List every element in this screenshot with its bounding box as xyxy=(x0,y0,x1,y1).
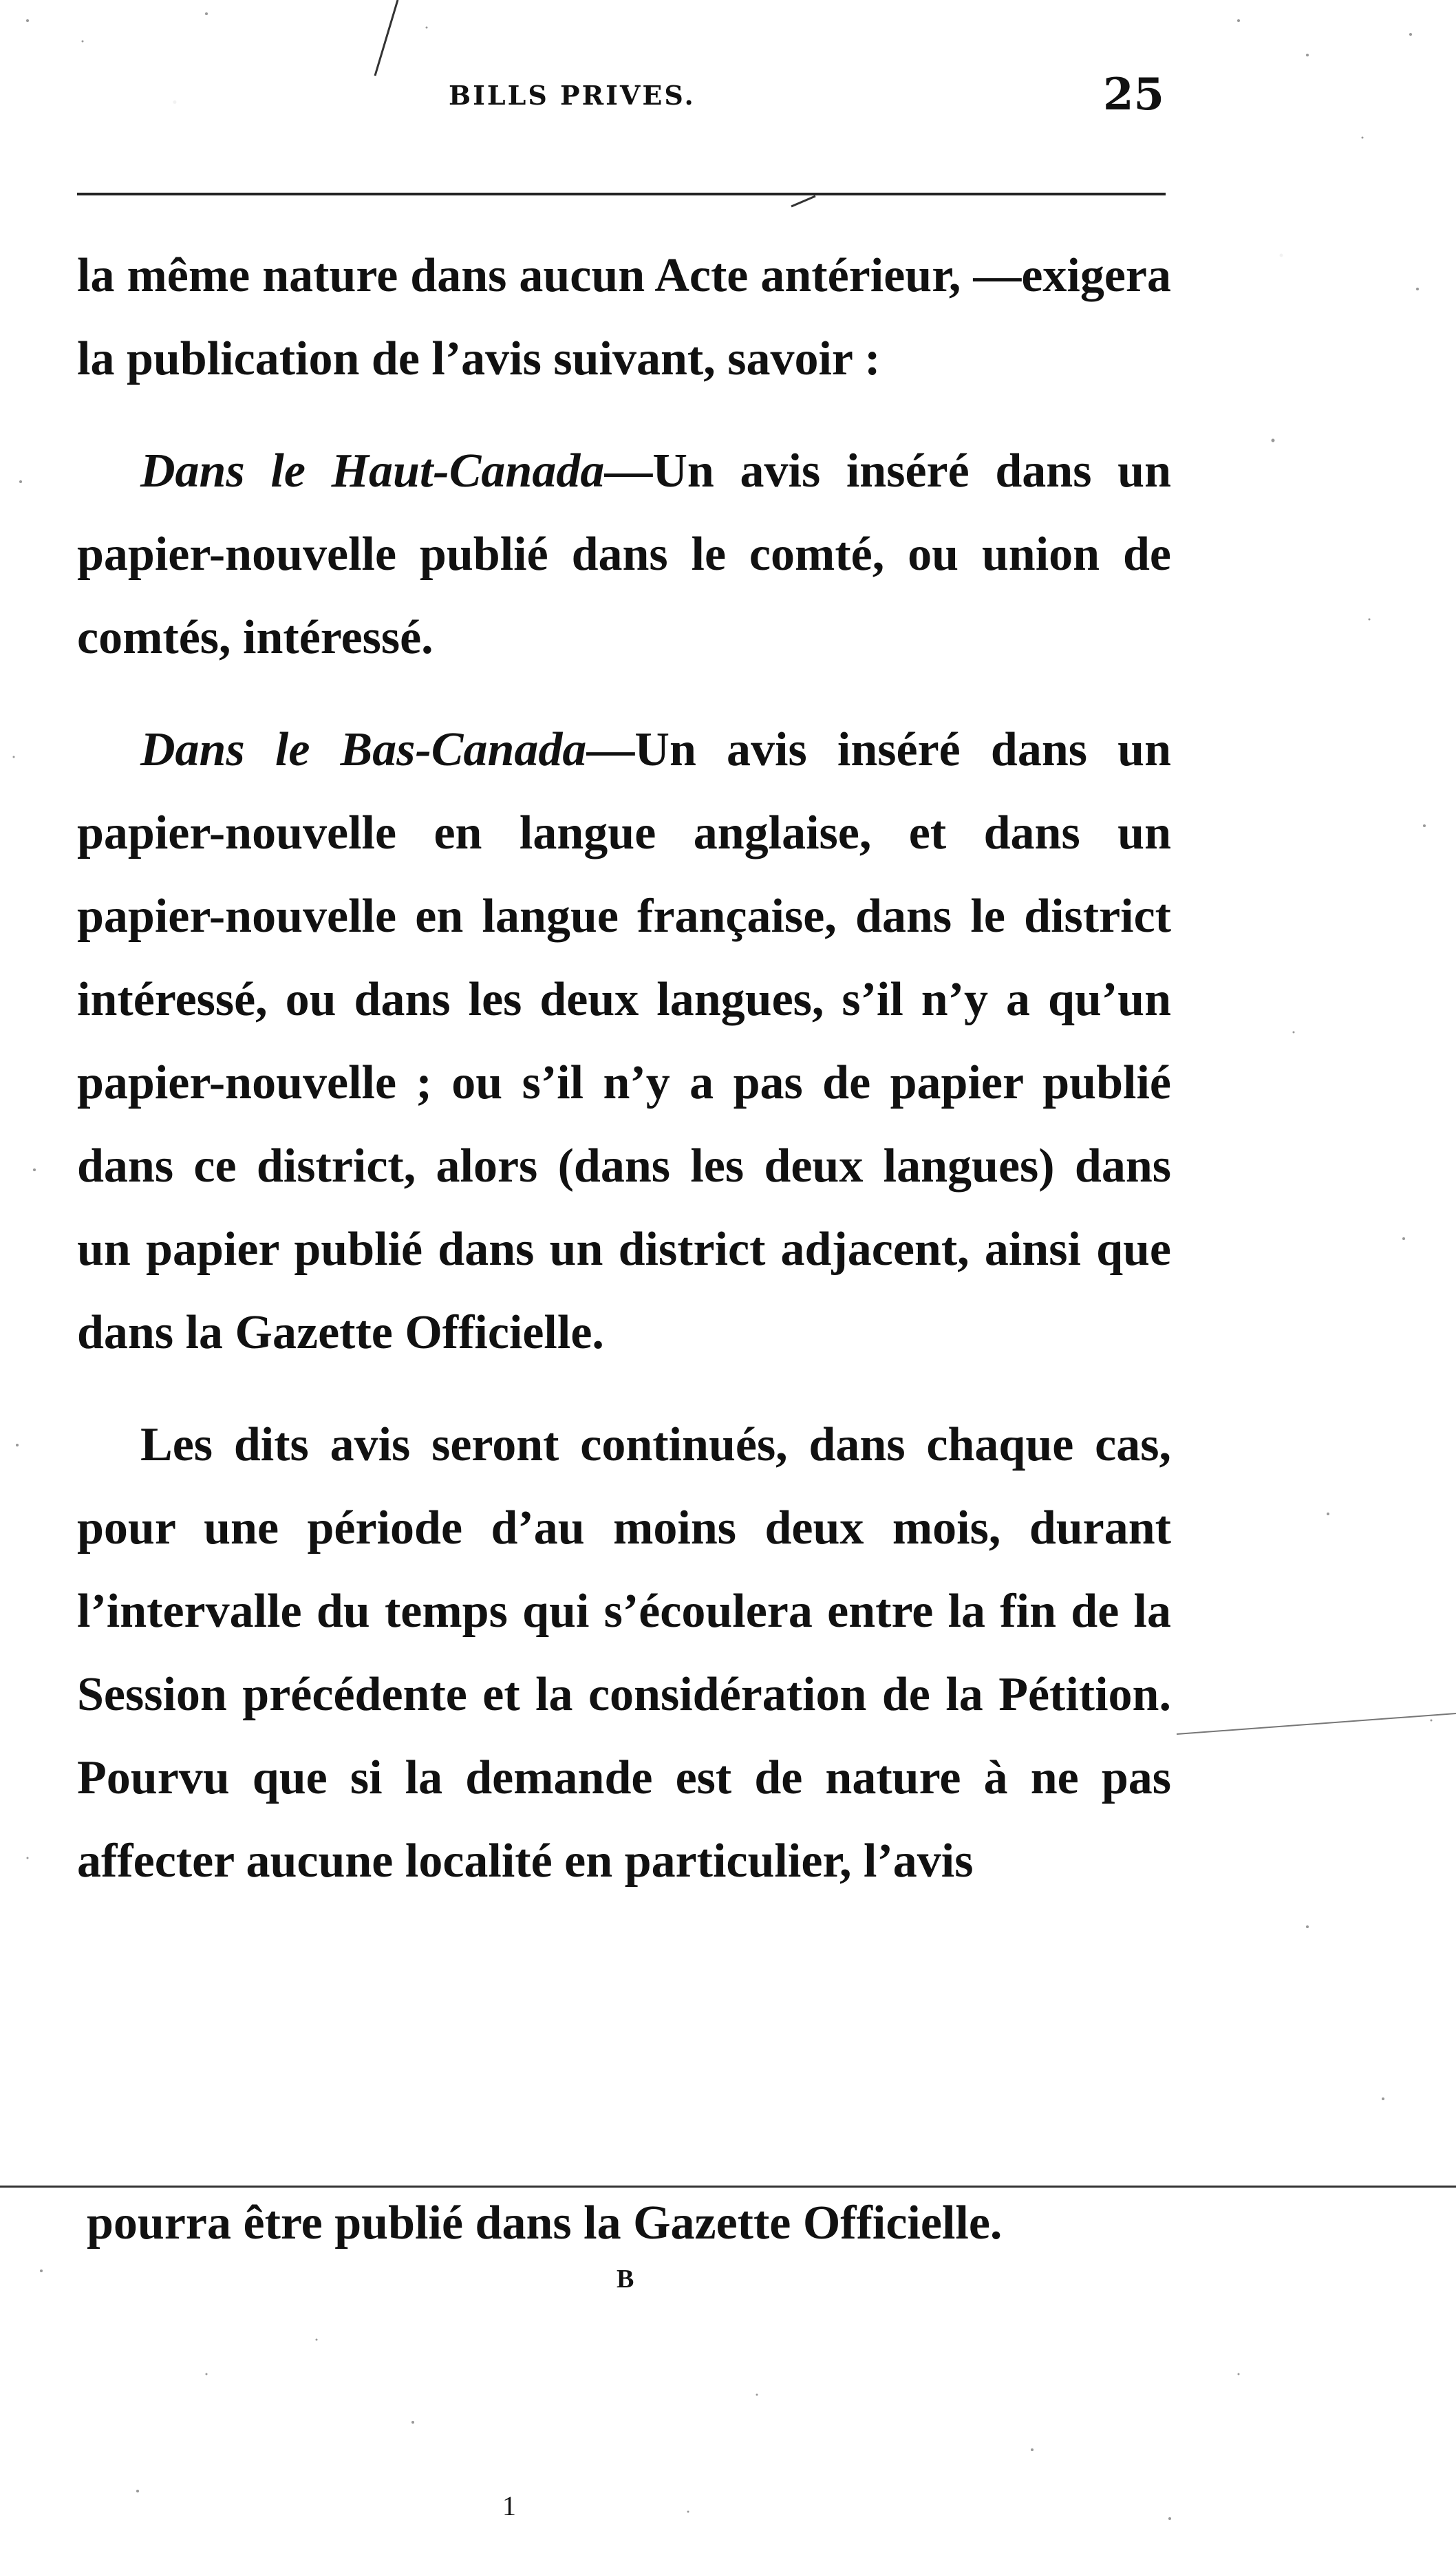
signature-mark: B xyxy=(617,2265,634,2294)
body-text xyxy=(77,234,1171,1932)
haut-canada-heading: Dans le Haut-Canada xyxy=(140,445,605,498)
paragraph-1: la même nature dans aucun Acte antérieur, —exigera la publication de l’avis suivant, savoir : xyxy=(77,249,1171,385)
paragraph-bas-canada xyxy=(77,708,1171,1374)
page-fold-line xyxy=(0,2186,1456,2188)
paragraph-haut-canada xyxy=(77,429,1171,679)
page-number: 25 xyxy=(1102,69,1164,120)
paragraph-avis: Les dits avis seront continués, dans chaque cas, pour une période d’au moins deux mois, durant l’intervalle du temps qui s’écoulera entre la fin de la Session précédente et la considération de la Pétition. Pourvu que si la demande est de nature à ne pas affecter aucune localité en particulier, l’avis xyxy=(77,1418,1171,1888)
bas-canada-text: —Un avis inséré dans un papier-nouvelle en langue anglaise, et dans un papier-nouvelle en langue française, dans le district intéressé, ou dans les deux langues, s’il n’y a qu’un papier-nouvelle ; ou s’il n’y a pas de papier publié dans ce district, alors (dans les deux langues) dans un papier publié dans un district adjacent, ainsi que dans la Gazette Officielle. xyxy=(77,723,1172,1359)
page-header xyxy=(77,69,1164,127)
last-line: pourra être publié dans la Gazette Officielle. xyxy=(87,2197,1003,2250)
header-rule xyxy=(77,193,1166,195)
bas-canada-heading: Dans le Bas-Canada xyxy=(140,723,587,776)
haut-canada-text: —Un avis inséré dans un papier-nouvelle publié dans le comté, ou union de comtés, intéressé. xyxy=(77,445,1171,664)
footer-mark: 1 xyxy=(502,2490,516,2521)
running-head: BILLS PRIVES. xyxy=(449,80,696,111)
